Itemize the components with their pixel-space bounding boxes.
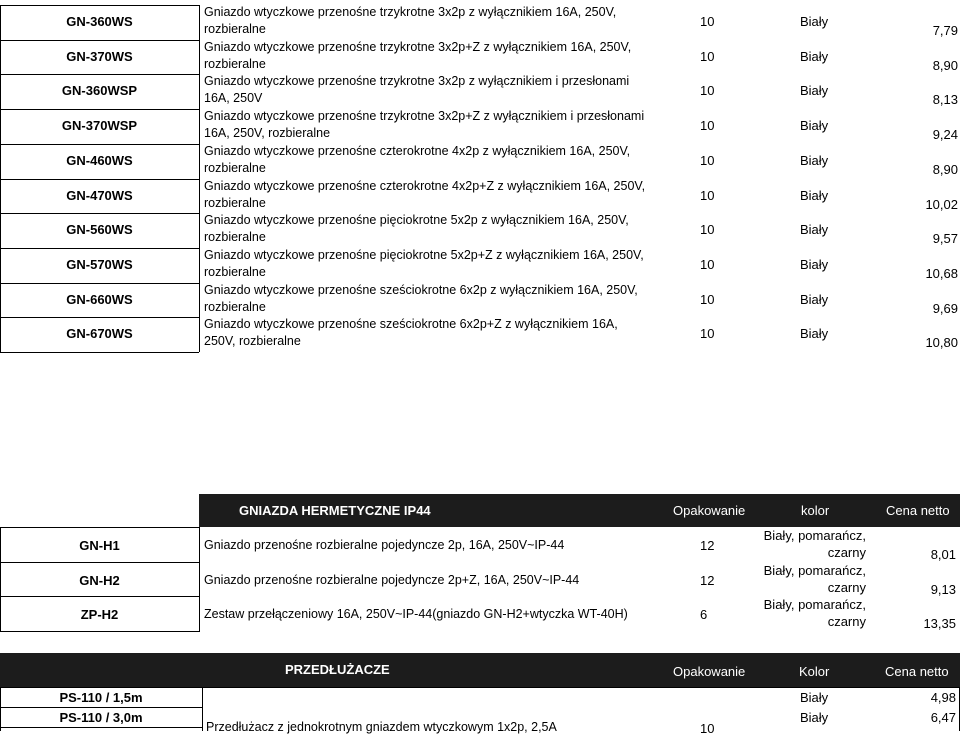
- net-price: 8,90: [932, 162, 958, 177]
- product-code: ZP-H2: [80, 607, 119, 622]
- color: Biały: [800, 153, 829, 168]
- net-price: 9,24: [932, 127, 958, 142]
- grid-line: [0, 527, 200, 528]
- product-description: Gniazdo wtyczkowe przenośne trzykrotne 3x2p z wyłącznikiem i przesłonami: [204, 74, 630, 88]
- product-code: GN-370WSP: [61, 118, 138, 133]
- product-description: Gniazdo wtyczkowe przenośne pięciokrotne 5x2p+Z z wyłącznikiem 16A, 250V,: [204, 248, 644, 262]
- net-price: 10,68: [925, 266, 958, 281]
- color-cont: czarny: [827, 545, 866, 560]
- product-description: Gniazdo przenośne rozbieralne pojedyncze 2p+Z, 16A, 250V~IP-44: [204, 573, 580, 587]
- product-description-cont: 16A, 250V, rozbieralne: [204, 126, 331, 140]
- section-title: GNIAZDA HERMETYCZNE IP44: [239, 503, 431, 518]
- product-description: Gniazdo przenośne rozbieralne pojedyncze 2p, 16A, 250V~IP-44: [204, 538, 565, 552]
- net-price: 9,69: [932, 301, 958, 316]
- packaging-qty: 10: [700, 83, 715, 98]
- net-price: 4,98: [930, 690, 956, 705]
- column-header-price: Cena netto: [886, 503, 950, 518]
- color: Biały: [800, 118, 829, 133]
- product-code: GN-H1: [79, 538, 120, 553]
- product-code: PS-110 / 1,5m: [59, 690, 143, 705]
- net-price: 10,80: [925, 335, 958, 350]
- product-code: GN-670WS: [66, 326, 133, 341]
- packaging-qty: 10: [700, 118, 715, 133]
- packaging-qty: 10: [700, 188, 715, 203]
- packaging-qty: 10: [700, 222, 715, 237]
- packaging-qty: 10: [700, 153, 715, 168]
- product-description: Gniazdo wtyczkowe przenośne trzykrotne 3x2p+Z z wyłącznikiem 16A, 250V,: [204, 40, 632, 54]
- grid-line: [0, 248, 199, 249]
- grid-line: [0, 352, 199, 353]
- net-price: 9,57: [932, 231, 958, 246]
- grid-line: [0, 687, 960, 688]
- color: Biały: [800, 49, 829, 64]
- net-price: 13,35: [923, 616, 956, 631]
- net-price: 8,90: [932, 58, 958, 73]
- product-description-cont: 250V, rozbieralne: [204, 334, 301, 348]
- packaging-qty: 12: [700, 573, 715, 588]
- product-description: Gniazdo wtyczkowe przenośne czterokrotne 4x2p z wyłącznikiem 16A, 250V,: [204, 144, 631, 158]
- packaging-qty: 10: [700, 721, 715, 736]
- column-header-price: Cena netto: [885, 664, 949, 679]
- packaging-qty: 10: [700, 292, 715, 307]
- net-price: 10,02: [925, 197, 958, 212]
- product-description: Zestaw przełączeniowy 16A, 250V~IP-44(gniazdo GN-H2+wtyczka WT-40H): [204, 607, 628, 621]
- product-code: GN-370WS: [66, 49, 133, 64]
- grid-line: [0, 727, 202, 728]
- product-description: Przedłużacz z jednokrotnym gniazdem wtyczkowym 1x2p, 2,5A: [206, 720, 557, 734]
- grid-line: [0, 144, 199, 145]
- column-header-color: kolor: [801, 503, 830, 518]
- color: Biały, pomarańcz,: [763, 563, 866, 578]
- color: Biały: [800, 710, 829, 725]
- grid-line: [0, 213, 199, 214]
- grid-line: [0, 5, 199, 6]
- grid-line: [0, 74, 199, 75]
- color: Biały: [800, 188, 829, 203]
- product-description-cont: rozbieralne: [204, 300, 266, 314]
- packaging-qty: 10: [700, 326, 715, 341]
- net-price: 7,79: [932, 23, 958, 38]
- color: Biały, pomarańcz,: [763, 528, 866, 543]
- product-description-cont: 16A, 250V: [204, 91, 263, 105]
- color: Biały: [800, 292, 829, 307]
- product-code: GN-560WS: [66, 222, 133, 237]
- column-header-color: Kolor: [799, 664, 830, 679]
- net-price: 6,47: [930, 710, 956, 725]
- product-code: GN-H2: [79, 573, 120, 588]
- product-description-cont: rozbieralne: [204, 161, 266, 175]
- grid-line: [0, 179, 199, 180]
- product-description: Gniazdo wtyczkowe przenośne czterokrotne 4x2p+Z z wyłącznikiem 16A, 250V,: [204, 179, 646, 193]
- product-code: GN-570WS: [66, 257, 133, 272]
- grid-line: [202, 687, 203, 731]
- grid-line: [0, 596, 200, 597]
- color: Biały: [800, 690, 829, 705]
- product-description-cont: rozbieralne: [204, 22, 266, 36]
- product-code: GN-360WSP: [61, 83, 138, 98]
- product-description: Gniazdo wtyczkowe przenośne sześciokrotne 6x2p z wyłącznikiem 16A, 250V,: [204, 283, 638, 297]
- grid-line: [0, 631, 200, 632]
- color: Biały: [800, 14, 829, 29]
- product-description-cont: rozbieralne: [204, 57, 266, 71]
- grid-line: [0, 40, 199, 41]
- section-header-hermetic: [199, 494, 960, 527]
- color: Biały: [800, 257, 829, 272]
- product-code: GN-460WS: [66, 153, 133, 168]
- grid-line: [0, 283, 199, 284]
- grid-line: [0, 109, 199, 110]
- product-description: Gniazdo wtyczkowe przenośne sześciokrotne 6x2p+Z z wyłącznikiem 16A,: [204, 317, 618, 331]
- product-description: Gniazdo wtyczkowe przenośne trzykrotne 3x2p+Z z wyłącznikiem i przesłonami: [204, 109, 645, 123]
- column-header-packaging: Opakowanie: [673, 664, 746, 679]
- packaging-qty: 10: [700, 14, 715, 29]
- product-description-cont: rozbieralne: [204, 230, 266, 244]
- product-description-cont: rozbieralne: [204, 196, 266, 210]
- grid-line: [199, 527, 200, 631]
- product-code: GN-660WS: [66, 292, 133, 307]
- section-header-extensions: [0, 653, 960, 687]
- color: Biały, pomarańcz,: [763, 597, 866, 612]
- column-header-packaging: Opakowanie: [673, 503, 746, 518]
- grid-line: [0, 562, 200, 563]
- product-code: GN-470WS: [66, 188, 133, 203]
- product-description-cont: rozbieralne: [204, 265, 266, 279]
- color: Biały: [800, 326, 829, 341]
- grid-line: [0, 707, 202, 708]
- section-title: PRZEDŁUŻACZE: [285, 662, 390, 677]
- grid-line: [0, 317, 199, 318]
- color-cont: czarny: [827, 614, 866, 629]
- grid-line: [199, 5, 200, 352]
- product-description: Gniazdo wtyczkowe przenośne trzykrotne 3x2p z wyłącznikiem 16A, 250V,: [204, 5, 617, 19]
- net-price: 8,13: [932, 92, 958, 107]
- product-description: Gniazdo wtyczkowe przenośne pięciokrotne 5x2p z wyłącznikiem 16A, 250V,: [204, 213, 629, 227]
- packaging-qty: 12: [700, 538, 715, 553]
- net-price: 9,13: [930, 582, 956, 597]
- packaging-qty: 10: [700, 49, 715, 64]
- product-code: GN-360WS: [66, 14, 133, 29]
- color: Biały: [800, 222, 829, 237]
- color-cont: czarny: [827, 580, 866, 595]
- packaging-qty: 6: [700, 607, 708, 622]
- net-price: 8,01: [930, 547, 956, 562]
- color: Biały: [800, 83, 829, 98]
- product-code: PS-110 / 3,0m: [59, 710, 143, 725]
- packaging-qty: 10: [700, 257, 715, 272]
